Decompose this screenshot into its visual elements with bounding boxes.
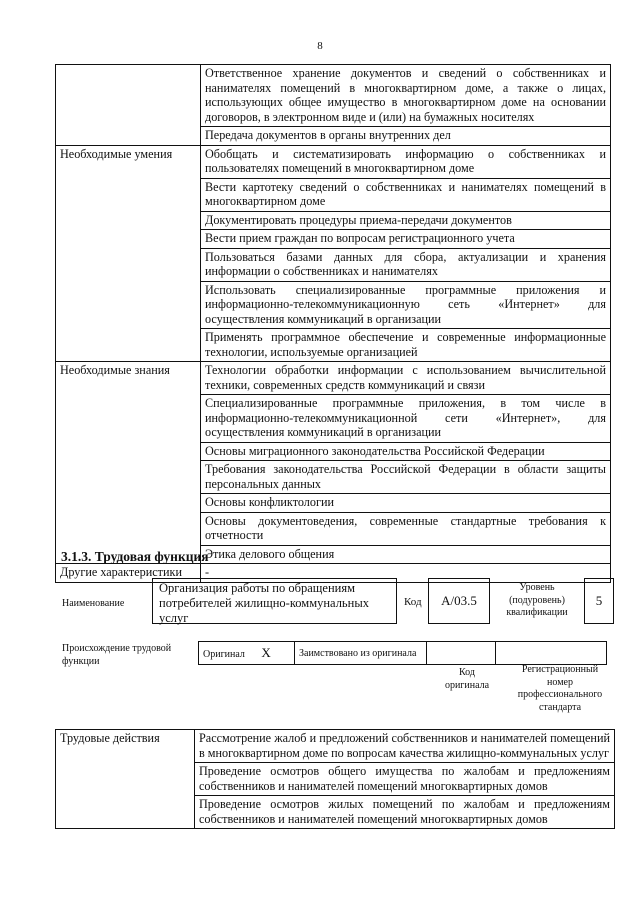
- table-row: [199, 642, 607, 665]
- list-item: Передача документов в органы внутренних дел: [201, 127, 611, 146]
- list-item: Ответственное хранение документов и сведений о собственниках и нанимателях помещений в многоквартирном доме, а также о лицах, использующих общее имущество в многоквартирном доме на основании договоров, в электронном виде и (или) на бумажных носителях: [201, 65, 611, 127]
- reg-number-caption: Регистрационный номер профессионального стандарта: [517, 664, 603, 713]
- page-number: 8: [317, 40, 323, 52]
- labor-actions-table: [55, 729, 615, 829]
- section-heading: 3.1.3. Трудовая функция: [61, 549, 209, 564]
- list-item: Требования законодательства Российской Федерации в области защиты персональных данных: [201, 461, 611, 494]
- origin-code-caption: Код оригинала: [444, 667, 490, 691]
- list-item: Проведение осмотров жилых помещений по жалобам и предложениям собственников и нанимателей помещений многоквартирных домов: [195, 796, 615, 829]
- function-name-box: [152, 578, 397, 624]
- table-row: [56, 730, 615, 763]
- function-name-value: Организация работы по обращениям потребителей жилищно-коммунальных услуг: [159, 581, 369, 625]
- list-item: Применять программное обеспечение и современные информационные технологии, используемые организацией: [201, 329, 611, 362]
- list-item: Вести картотеку сведений о собственниках и нанимателях помещений в многоквартирном доме: [201, 178, 611, 211]
- original-cell: [199, 642, 295, 665]
- code-label: Код: [404, 596, 422, 608]
- origin-code-cell: [427, 642, 496, 665]
- origin-label: Происхождение трудовой функции: [62, 643, 172, 667]
- name-label: Наименование: [62, 598, 125, 609]
- list-item: Специализированные программные приложения, в том числе в информационно-телекоммуникационной сети «Интернет», для осуществления коммуникаций в организации: [201, 395, 611, 443]
- list-item: -: [201, 564, 611, 583]
- list-item: Проведение осмотров общего имущества по жалобам и предложениям собственников и нанимателей помещений многоквартирных домов: [195, 763, 615, 796]
- code-box: [428, 578, 490, 624]
- list-item: Этика делового общения: [201, 545, 611, 564]
- row-label-skills: Необходимые умения: [56, 145, 201, 362]
- table-row: [56, 145, 611, 178]
- original-mark: X: [261, 644, 271, 660]
- row-label: [56, 65, 201, 146]
- original-label: Оригинал: [203, 648, 245, 660]
- list-item: Использовать специализированные программные приложения и информационно-телекоммуникационную сеть «Интернет» для осуществления коммуникаций в организации: [201, 281, 611, 329]
- list-item: Обобщать и систематизировать информацию о собственниках и пользователях помещений в многоквартирном доме: [201, 145, 611, 178]
- list-item: Рассмотрение жалоб и предложений собственников и нанимателей помещений в многоквартирном доме по вопросам качества жилищно-коммунальных услуг: [195, 730, 615, 763]
- list-item: Пользоваться базами данных для сбора, актуализации и хранения информации о собственниках и нанимателях: [201, 248, 611, 281]
- competency-table: [55, 64, 611, 583]
- list-item: Основы документоведения, современные стандартные требования к отчетности: [201, 512, 611, 545]
- row-label-actions: Трудовые действия: [56, 730, 195, 829]
- level-value: 5: [595, 593, 603, 608]
- table-row: [56, 65, 611, 127]
- list-item: Основы миграционного законодательства Российской Федерации: [201, 442, 611, 461]
- reg-number-cell: [496, 642, 607, 665]
- list-item: Документировать процедуры приема-передачи документов: [201, 211, 611, 230]
- row-label-other: Другие характеристики: [56, 564, 201, 583]
- origin-table: [198, 641, 607, 665]
- list-item: Технологии обработки информации с использованием вычислительной техники, современных средств коммуникаций и связи: [201, 362, 611, 395]
- borrowed-cell: Заимствовано из оригинала: [295, 642, 427, 665]
- level-box: [584, 578, 614, 624]
- list-item: Основы конфликтологии: [201, 494, 611, 513]
- list-item: Вести прием граждан по вопросам регистрационного учета: [201, 230, 611, 249]
- level-label: Уровень (подуровень) квалификации: [506, 582, 568, 618]
- table-row: [56, 362, 611, 395]
- code-value: А/03.5: [441, 593, 477, 608]
- row-label-knowledge: Необходимые знания: [56, 362, 201, 564]
